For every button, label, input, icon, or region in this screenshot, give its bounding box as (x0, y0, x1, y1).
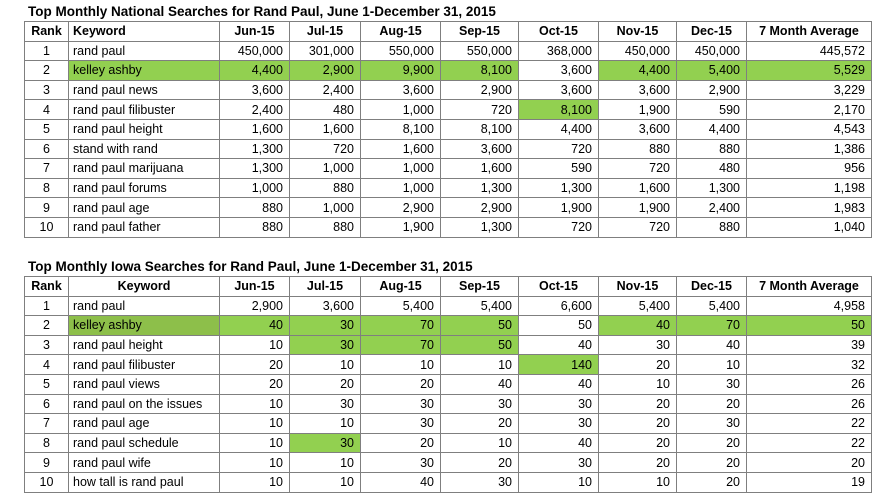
month-value-cell: 480 (290, 100, 361, 120)
table-row (25, 41, 872, 61)
average-cell: 50 (747, 316, 872, 336)
month-value-cell: 20 (220, 355, 290, 375)
month-value-cell: 10 (220, 394, 290, 414)
national-body (25, 41, 872, 237)
keyword-cell: rand paul marijuana (69, 159, 220, 179)
month-value-cell: 4,400 (677, 119, 747, 139)
month-value-cell: 140 (519, 355, 599, 375)
month-value-cell: 2,900 (441, 80, 519, 100)
rank-cell: 4 (25, 100, 69, 120)
keyword-cell: how tall is rand paul (69, 472, 220, 492)
month-value-cell: 880 (599, 139, 677, 159)
month-value-cell: 40 (519, 335, 599, 355)
month-value-cell: 3,600 (290, 296, 361, 316)
month-value-cell: 3,600 (599, 119, 677, 139)
average-cell: 20 (747, 453, 872, 473)
month-value-cell: 550,000 (361, 41, 441, 61)
average-cell: 956 (747, 159, 872, 179)
month-value-cell: 20 (599, 453, 677, 473)
month-value-cell: 1,000 (361, 178, 441, 198)
month-value-cell: 8,100 (361, 119, 441, 139)
keyword-cell: rand paul forums (69, 178, 220, 198)
rank-cell: 3 (25, 80, 69, 100)
keyword-cell: rand paul age (69, 414, 220, 434)
month-value-cell: 720 (519, 139, 599, 159)
rank-cell: 9 (25, 453, 69, 473)
keyword-cell: rand paul on the issues (69, 394, 220, 414)
table-row (25, 159, 872, 179)
national-searches-table (24, 21, 872, 238)
month-value-cell: 10 (290, 414, 361, 434)
keyword-cell: rand paul (69, 41, 220, 61)
month-value-cell: 40 (599, 316, 677, 336)
average-cell: 2,170 (747, 100, 872, 120)
month-value-cell: 301,000 (290, 41, 361, 61)
month-value-cell: 70 (361, 316, 441, 336)
month-value-cell: 6,600 (519, 296, 599, 316)
average-cell: 26 (747, 374, 872, 394)
month-value-cell: 10 (220, 335, 290, 355)
month-value-cell: 1,300 (220, 139, 290, 159)
iowa-searches-table (24, 276, 872, 493)
month-value-cell: 2,900 (441, 198, 519, 218)
month-value-cell: 1,300 (441, 178, 519, 198)
month-value-cell: 10 (220, 453, 290, 473)
average-cell: 4,958 (747, 296, 872, 316)
column-header: Sep-15 (441, 277, 519, 297)
keyword-cell: rand paul filibuster (69, 100, 220, 120)
month-value-cell: 1,300 (519, 178, 599, 198)
average-cell: 1,040 (747, 217, 872, 237)
column-header: Jul-15 (290, 22, 361, 42)
table-row (25, 335, 872, 355)
month-value-cell: 20 (441, 453, 519, 473)
column-header: Dec-15 (677, 22, 747, 42)
keyword-cell: rand paul views (69, 374, 220, 394)
column-header: 7 Month Average (747, 22, 872, 42)
month-value-cell: 30 (361, 414, 441, 434)
national-header-row (25, 22, 872, 42)
month-value-cell: 1,600 (441, 159, 519, 179)
column-header: Dec-15 (677, 277, 747, 297)
table-row (25, 178, 872, 198)
column-header: Aug-15 (361, 22, 441, 42)
month-value-cell: 1,600 (220, 119, 290, 139)
month-value-cell: 50 (441, 316, 519, 336)
month-value-cell: 880 (220, 217, 290, 237)
column-header: Oct-15 (519, 277, 599, 297)
month-value-cell: 450,000 (599, 41, 677, 61)
month-value-cell: 590 (677, 100, 747, 120)
keyword-cell: rand paul age (69, 198, 220, 218)
keyword-cell: rand paul news (69, 80, 220, 100)
table-row (25, 296, 872, 316)
average-cell: 22 (747, 433, 872, 453)
rank-cell: 1 (25, 296, 69, 316)
month-value-cell: 30 (599, 335, 677, 355)
average-cell: 26 (747, 394, 872, 414)
month-value-cell: 30 (361, 453, 441, 473)
month-value-cell: 450,000 (677, 41, 747, 61)
month-value-cell: 20 (599, 433, 677, 453)
month-value-cell: 2,900 (677, 80, 747, 100)
keyword-cell: rand paul wife (69, 453, 220, 473)
rank-cell: 4 (25, 355, 69, 375)
month-value-cell: 880 (677, 217, 747, 237)
month-value-cell: 30 (677, 374, 747, 394)
month-value-cell: 20 (677, 394, 747, 414)
column-header: 7 Month Average (747, 277, 872, 297)
month-value-cell: 20 (599, 355, 677, 375)
month-value-cell: 450,000 (220, 41, 290, 61)
table-row (25, 217, 872, 237)
table-row (25, 433, 872, 453)
month-value-cell: 20 (220, 374, 290, 394)
keyword-cell: kelley ashby (69, 61, 220, 81)
column-header: Nov-15 (599, 22, 677, 42)
keyword-cell: rand paul height (69, 119, 220, 139)
column-header: Keyword (69, 22, 220, 42)
month-value-cell: 2,400 (220, 100, 290, 120)
month-value-cell: 1,600 (290, 119, 361, 139)
average-cell: 22 (747, 414, 872, 434)
keyword-cell: rand paul father (69, 217, 220, 237)
table-row (25, 119, 872, 139)
rank-cell: 7 (25, 414, 69, 434)
month-value-cell: 50 (519, 316, 599, 336)
month-value-cell: 1,600 (361, 139, 441, 159)
month-value-cell: 880 (220, 198, 290, 218)
month-value-cell: 30 (361, 394, 441, 414)
rank-cell: 5 (25, 374, 69, 394)
month-value-cell: 50 (441, 335, 519, 355)
keyword-cell: rand paul (69, 296, 220, 316)
month-value-cell: 20 (290, 374, 361, 394)
rank-cell: 1 (25, 41, 69, 61)
rank-cell: 3 (25, 335, 69, 355)
month-value-cell: 70 (677, 316, 747, 336)
rank-cell: 9 (25, 198, 69, 218)
rank-cell: 10 (25, 472, 69, 492)
month-value-cell: 10 (519, 472, 599, 492)
average-cell: 1,983 (747, 198, 872, 218)
month-value-cell: 550,000 (441, 41, 519, 61)
rank-cell: 7 (25, 159, 69, 179)
month-value-cell: 720 (290, 139, 361, 159)
table-row (25, 374, 872, 394)
month-value-cell: 40 (519, 374, 599, 394)
table-row (25, 198, 872, 218)
month-value-cell: 368,000 (519, 41, 599, 61)
month-value-cell: 5,400 (677, 61, 747, 81)
month-value-cell: 10 (677, 355, 747, 375)
month-value-cell: 30 (519, 414, 599, 434)
column-header: Aug-15 (361, 277, 441, 297)
month-value-cell: 720 (441, 100, 519, 120)
month-value-cell: 10 (441, 433, 519, 453)
month-value-cell: 40 (441, 374, 519, 394)
iowa-body (25, 296, 872, 492)
table-row (25, 355, 872, 375)
month-value-cell: 40 (677, 335, 747, 355)
month-value-cell: 40 (519, 433, 599, 453)
table-row (25, 80, 872, 100)
average-cell: 19 (747, 472, 872, 492)
month-value-cell: 40 (220, 316, 290, 336)
month-value-cell: 1,000 (361, 100, 441, 120)
month-value-cell: 3,600 (599, 80, 677, 100)
month-value-cell: 4,400 (519, 119, 599, 139)
month-value-cell: 10 (220, 414, 290, 434)
column-header: Oct-15 (519, 22, 599, 42)
month-value-cell: 20 (677, 472, 747, 492)
table-row (25, 414, 872, 434)
month-value-cell: 5,400 (441, 296, 519, 316)
month-value-cell: 720 (599, 159, 677, 179)
month-value-cell: 1,300 (220, 159, 290, 179)
average-cell: 1,198 (747, 178, 872, 198)
rank-cell: 6 (25, 139, 69, 159)
month-value-cell: 1,900 (361, 217, 441, 237)
month-value-cell: 3,600 (441, 139, 519, 159)
column-header: Keyword (69, 277, 220, 297)
month-value-cell: 20 (441, 414, 519, 434)
month-value-cell: 20 (677, 433, 747, 453)
keyword-cell: stand with rand (69, 139, 220, 159)
average-cell: 445,572 (747, 41, 872, 61)
column-header: Rank (25, 277, 69, 297)
month-value-cell: 30 (677, 414, 747, 434)
month-value-cell: 30 (441, 472, 519, 492)
month-value-cell: 30 (290, 316, 361, 336)
month-value-cell: 2,900 (220, 296, 290, 316)
month-value-cell: 1,000 (361, 159, 441, 179)
month-value-cell: 1,600 (599, 178, 677, 198)
month-value-cell: 1,000 (290, 198, 361, 218)
month-value-cell: 40 (361, 472, 441, 492)
month-value-cell: 20 (677, 453, 747, 473)
month-value-cell: 10 (220, 472, 290, 492)
table-row (25, 139, 872, 159)
month-value-cell: 30 (441, 394, 519, 414)
month-value-cell: 2,900 (361, 198, 441, 218)
month-value-cell: 3,600 (519, 80, 599, 100)
month-value-cell: 5,400 (599, 296, 677, 316)
month-value-cell: 20 (361, 433, 441, 453)
rank-cell: 8 (25, 178, 69, 198)
month-value-cell: 880 (677, 139, 747, 159)
month-value-cell: 720 (519, 217, 599, 237)
table-row (25, 453, 872, 473)
month-value-cell: 30 (519, 394, 599, 414)
month-value-cell: 3,600 (220, 80, 290, 100)
month-value-cell: 590 (519, 159, 599, 179)
column-header: Jul-15 (290, 277, 361, 297)
rank-cell: 2 (25, 316, 69, 336)
month-value-cell: 10 (599, 472, 677, 492)
table-row (25, 100, 872, 120)
month-value-cell: 880 (290, 217, 361, 237)
month-value-cell: 1,300 (441, 217, 519, 237)
rank-cell: 5 (25, 119, 69, 139)
keyword-cell: rand paul height (69, 335, 220, 355)
average-cell: 3,229 (747, 80, 872, 100)
month-value-cell: 10 (290, 453, 361, 473)
average-cell: 5,529 (747, 61, 872, 81)
month-value-cell: 30 (290, 335, 361, 355)
month-value-cell: 1,900 (519, 198, 599, 218)
column-header: Jun-15 (220, 22, 290, 42)
month-value-cell: 20 (599, 414, 677, 434)
keyword-cell: rand paul filibuster (69, 355, 220, 375)
national-table-title: Top Monthly National Searches for Rand Paul, June 1-December 31, 2015 (28, 4, 496, 19)
month-value-cell: 30 (290, 394, 361, 414)
column-header: Nov-15 (599, 277, 677, 297)
month-value-cell: 3,600 (361, 80, 441, 100)
month-value-cell: 20 (599, 394, 677, 414)
keyword-cell: kelley ashby (69, 316, 220, 336)
month-value-cell: 10 (290, 355, 361, 375)
table-row (25, 394, 872, 414)
month-value-cell: 8,100 (519, 100, 599, 120)
average-cell: 4,543 (747, 119, 872, 139)
column-header: Jun-15 (220, 277, 290, 297)
month-value-cell: 1,900 (599, 100, 677, 120)
table-row (25, 316, 872, 336)
rank-cell: 6 (25, 394, 69, 414)
month-value-cell: 5,400 (677, 296, 747, 316)
month-value-cell: 9,900 (361, 61, 441, 81)
column-header: Sep-15 (441, 22, 519, 42)
rank-cell: 8 (25, 433, 69, 453)
month-value-cell: 1,300 (677, 178, 747, 198)
month-value-cell: 1,000 (220, 178, 290, 198)
table-row (25, 61, 872, 81)
month-value-cell: 70 (361, 335, 441, 355)
month-value-cell: 880 (290, 178, 361, 198)
month-value-cell: 2,400 (290, 80, 361, 100)
month-value-cell: 2,900 (290, 61, 361, 81)
iowa-header-row (25, 277, 872, 297)
month-value-cell: 10 (599, 374, 677, 394)
month-value-cell: 20 (361, 374, 441, 394)
month-value-cell: 5,400 (361, 296, 441, 316)
month-value-cell: 10 (361, 355, 441, 375)
month-value-cell: 4,400 (220, 61, 290, 81)
average-cell: 32 (747, 355, 872, 375)
keyword-cell: rand paul schedule (69, 433, 220, 453)
average-cell: 39 (747, 335, 872, 355)
month-value-cell: 4,400 (599, 61, 677, 81)
month-value-cell: 10 (290, 472, 361, 492)
month-value-cell: 8,100 (441, 119, 519, 139)
month-value-cell: 1,000 (290, 159, 361, 179)
month-value-cell: 8,100 (441, 61, 519, 81)
average-cell: 1,386 (747, 139, 872, 159)
month-value-cell: 2,400 (677, 198, 747, 218)
month-value-cell: 3,600 (519, 61, 599, 81)
table-row (25, 472, 872, 492)
month-value-cell: 30 (290, 433, 361, 453)
month-value-cell: 480 (677, 159, 747, 179)
month-value-cell: 720 (599, 217, 677, 237)
month-value-cell: 10 (441, 355, 519, 375)
month-value-cell: 1,900 (599, 198, 677, 218)
column-header: Rank (25, 22, 69, 42)
iowa-table-title: Top Monthly Iowa Searches for Rand Paul, June 1-December 31, 2015 (28, 259, 473, 274)
month-value-cell: 10 (220, 433, 290, 453)
rank-cell: 10 (25, 217, 69, 237)
rank-cell: 2 (25, 61, 69, 81)
month-value-cell: 30 (519, 453, 599, 473)
